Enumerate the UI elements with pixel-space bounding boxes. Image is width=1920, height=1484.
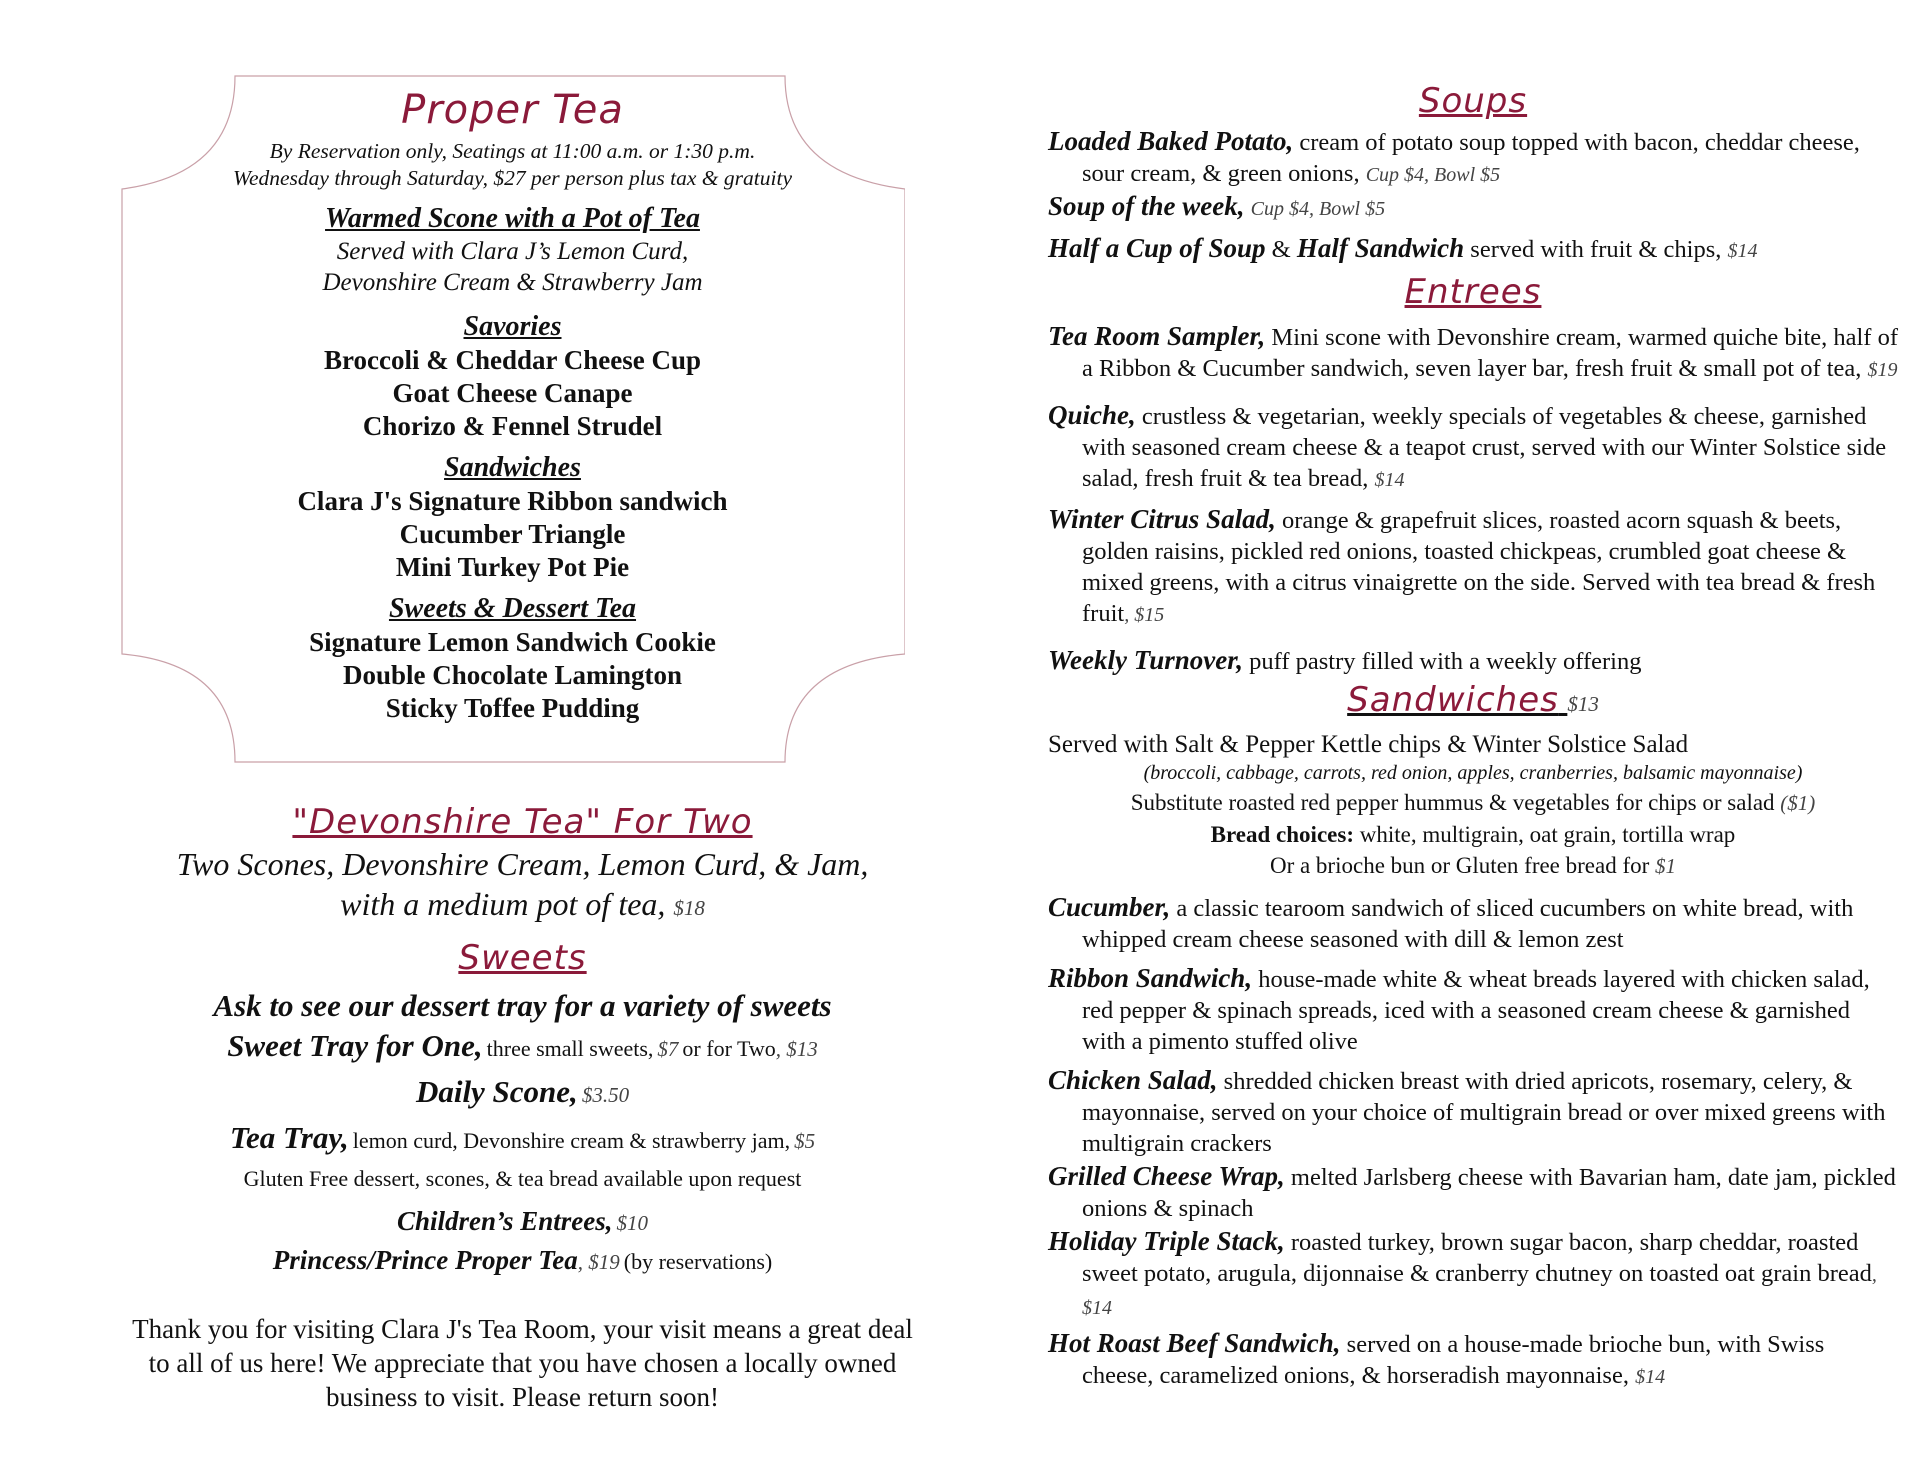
tea-tray-line	[120, 1118, 925, 1164]
item-desc: house-made white & wheat breads layered with chicken salad, red pepper & spinach spreads, iced with a seasoned cream cheese & garnished with a pimento stuffed olive	[1082, 966, 1870, 1055]
item-name: Weekly Turnover,	[1048, 645, 1243, 675]
substitute-price: ($1)	[1780, 791, 1816, 815]
half-desc: served with fruit & chips,	[1470, 236, 1722, 263]
sweet-tray-one-price: $7	[657, 1037, 679, 1061]
item-price: Cup $4, Bowl $5	[1365, 164, 1501, 186]
thank-you-note: Thank you for visiting Clara J's Tea Room, your visit means a great deal to all of us here! We appreciate that you have chosen a locally owned business to visit. Please return soon!	[132, 1314, 913, 1412]
item-price: Cup $4, Bowl $5	[1250, 198, 1386, 220]
bread-choices	[1048, 819, 1898, 850]
sweet-tray-two-price: , $13	[775, 1037, 818, 1061]
princess-note: (by reservations)	[623, 1249, 773, 1274]
children-entrees: Children’s Entrees,	[396, 1206, 613, 1236]
menu-item	[1048, 963, 1898, 1057]
savory-item: Chorizo & Fennel Strudel	[362, 411, 663, 441]
left-column	[120, 74, 925, 1414]
devonshire-title: "Devonshire Tea" For Two	[292, 802, 753, 842]
menu-item	[1048, 1226, 1898, 1324]
daily-scone: Daily Scone,	[415, 1074, 578, 1109]
item-name: Loaded Baked Potato,	[1048, 126, 1294, 156]
savory-item: Broccoli & Cheddar Cheese Cup	[324, 345, 701, 375]
item-desc: orange & grapefruit slices, roasted acorn squash & beets, golden raisins, pickled red onions, toasted chickpeas, crumbled goat cheese & mixed greens, with a citrus vinaigrette on the side. Served with tea bread & fresh fruit	[1082, 507, 1876, 627]
item-price: $14	[1635, 1366, 1666, 1388]
sandwiches-heading: Sandwiches	[444, 452, 581, 483]
half-soup-sandwich	[1048, 233, 1898, 267]
item-price: , $15	[1124, 604, 1165, 626]
brioche-price: $1	[1655, 854, 1677, 878]
sweets-ask: Ask to see our dessert tray for a variety of sweets	[213, 988, 832, 1023]
substitute-line	[1048, 787, 1898, 819]
item-desc: Mini scone with Devonshire cream, warmed quiche bite, half of a Ribbon & Cucumber sandwich, seven layer bar, fresh fruit & small pot of tea,	[1082, 324, 1898, 382]
sweets-tea-heading: Sweets & Dessert Tea	[388, 593, 637, 624]
sweet-item: Sticky Toffee Pudding	[385, 693, 640, 723]
item-name: Quiche,	[1048, 400, 1136, 430]
brioche-text: Or a brioche bun or Gluten free bread for	[1269, 853, 1650, 878]
princess-line	[120, 1243, 925, 1282]
sandwich-item: Cucumber Triangle	[399, 519, 626, 549]
sweet-tray-one-desc: three small sweets,	[486, 1036, 654, 1061]
scone-desc-1: Served with Clara J’s Lemon Curd,	[336, 238, 689, 265]
scone-desc-2: Devonshire Cream & Strawberry Jam	[322, 269, 703, 296]
children-line	[120, 1204, 925, 1243]
brioche-line	[1048, 850, 1898, 882]
menu-item	[1048, 1065, 1898, 1159]
sandwiches-price: $13	[1567, 692, 1599, 716]
item-desc: served on a house-made brioche bun, with Swiss cheese, caramelized onions, & horseradish mayonnaise,	[1082, 1331, 1825, 1389]
item-desc: crustless & vegetarian, weekly specials of vegetables & cheese, garnished with seasoned cream cheese & a teapot crust, served with our Winter Solstice side salad, fresh fruit & tea bread,	[1082, 403, 1887, 492]
sweets-title: Sweets	[458, 938, 587, 978]
menu-item	[1048, 645, 1898, 677]
item-price: , $14	[1082, 1264, 1877, 1319]
item-name: Winter Citrus Salad,	[1048, 504, 1276, 534]
sweet-tray-one: Sweet Tray for One,	[227, 1028, 483, 1063]
soups-title: Soups	[1418, 81, 1528, 121]
savory-item: Goat Cheese Canape	[392, 378, 633, 408]
savories-heading: Savories	[463, 311, 562, 342]
menu-item	[1048, 400, 1898, 496]
item-name: Holiday Triple Stack,	[1048, 1226, 1285, 1256]
menu-item	[1048, 892, 1898, 955]
daily-scone-line	[120, 1072, 925, 1118]
princess-tea: Princess/Prince Proper Tea	[272, 1245, 578, 1275]
devonshire-price: $18	[673, 896, 705, 920]
item-desc: shredded chicken breast with dried apricots, rosemary, celery, & mayonnaise, served on your choice of multigrain bread or over mixed greens with multigrain crackers	[1082, 1068, 1886, 1157]
item-name: Grilled Cheese Wrap,	[1048, 1161, 1285, 1191]
proper-tea-title: Proper Tea	[401, 87, 624, 133]
scone-heading: Warmed Scone with a Pot of Tea	[325, 203, 700, 234]
children-price: $10	[616, 1211, 649, 1235]
entrees-title: Entrees	[1404, 272, 1542, 312]
gluten-free-note: Gluten Free dessert, scones, & tea bread available upon request	[243, 1166, 802, 1191]
half-soup-name: Half a Cup of Soup	[1048, 233, 1266, 263]
sandwiches-title: Sandwiches	[1347, 680, 1559, 720]
bread-label: Bread choices:	[1210, 822, 1354, 847]
menu-item	[1048, 1161, 1898, 1224]
princess-price: , $19	[577, 1250, 620, 1274]
item-name: Cucumber,	[1048, 892, 1171, 922]
sandwich-item: Mini Turkey Pot Pie	[395, 552, 630, 582]
right-column	[1048, 80, 1898, 1393]
item-desc: melted Jarlsberg cheese with Bavarian ham, date jam, pickled onions & spinach	[1082, 1164, 1896, 1222]
sandwich-item: Clara J's Signature Ribbon sandwich	[297, 486, 728, 516]
tea-tray-price: $5	[794, 1129, 816, 1153]
half-price: $14	[1727, 240, 1758, 262]
devonshire-line-2-text: with a medium pot of tea,	[340, 886, 666, 922]
menu-item	[1048, 1328, 1898, 1393]
daily-scone-price: $3.50	[581, 1083, 630, 1107]
sandwiches-header	[1048, 679, 1898, 725]
sweet-tray-line	[120, 1026, 925, 1072]
sweet-tray-two: or for Two	[682, 1036, 776, 1061]
proper-tea-reservation: By Reservation only, Seatings at 11:00 a.m. or 1:30 p.m.	[269, 139, 756, 163]
item-name: Ribbon Sandwich,	[1048, 963, 1253, 993]
proper-tea-schedule: Wednesday through Saturday, $27 per person plus tax & gratuity	[233, 166, 792, 190]
item-name: Soup of the week,	[1048, 191, 1245, 221]
menu-item	[1048, 191, 1898, 225]
devonshire-line-1: Two Scones, Devonshire Cream, Lemon Curd, & Jam,	[176, 846, 869, 882]
sandwiches-served: Served with Salt & Pepper Kettle chips & Winter Solstice Salad	[1048, 731, 1689, 758]
item-desc: a classic tearoom sandwich of sliced cucumbers on white bread, with whipped cream cheese seasoned with dill & lemon zest	[1082, 895, 1854, 953]
item-desc: puff pastry filled with a weekly offering	[1249, 648, 1642, 675]
item-desc: cream of potato soup topped with bacon, cheddar cheese, sour cream, & green onions,	[1082, 129, 1860, 187]
tea-tray-desc: lemon curd, Devonshire cream & strawberry jam,	[352, 1128, 791, 1153]
menu-item	[1048, 126, 1898, 191]
sweet-item: Signature Lemon Sandwich Cookie	[309, 627, 716, 657]
sweet-item: Double Chocolate Lamington	[342, 660, 683, 690]
devonshire-line-2	[120, 884, 925, 928]
item-name: Chicken Salad,	[1048, 1065, 1218, 1095]
item-price: $14	[1374, 469, 1405, 491]
half-sandwich-name: Half Sandwich	[1296, 233, 1465, 263]
substitute-text: Substitute roasted red pepper hummus & vegetables for chips or salad	[1130, 790, 1775, 815]
item-price: $19	[1867, 359, 1898, 381]
item-name: Hot Roast Beef Sandwich,	[1048, 1328, 1341, 1358]
menu-item	[1048, 321, 1898, 386]
bread-list: white, multigrain, oat grain, tortilla wrap	[1359, 822, 1736, 847]
menu-item	[1048, 504, 1898, 631]
half-amp: &	[1271, 236, 1291, 263]
tea-tray: Tea Tray,	[229, 1120, 349, 1155]
proper-tea-box	[120, 74, 905, 764]
item-name: Tea Room Sampler,	[1048, 321, 1266, 351]
salad-ingredients: (broccoli, cabbage, carrots, red onion, apples, cranberries, balsamic mayonnaise)	[1143, 762, 1803, 784]
item-desc: roasted turkey, brown sugar bacon, sharp cheddar, roasted sweet potato, arugula, dijonnaise & cranberry chutney on toasted oat grain bread	[1082, 1229, 1872, 1287]
